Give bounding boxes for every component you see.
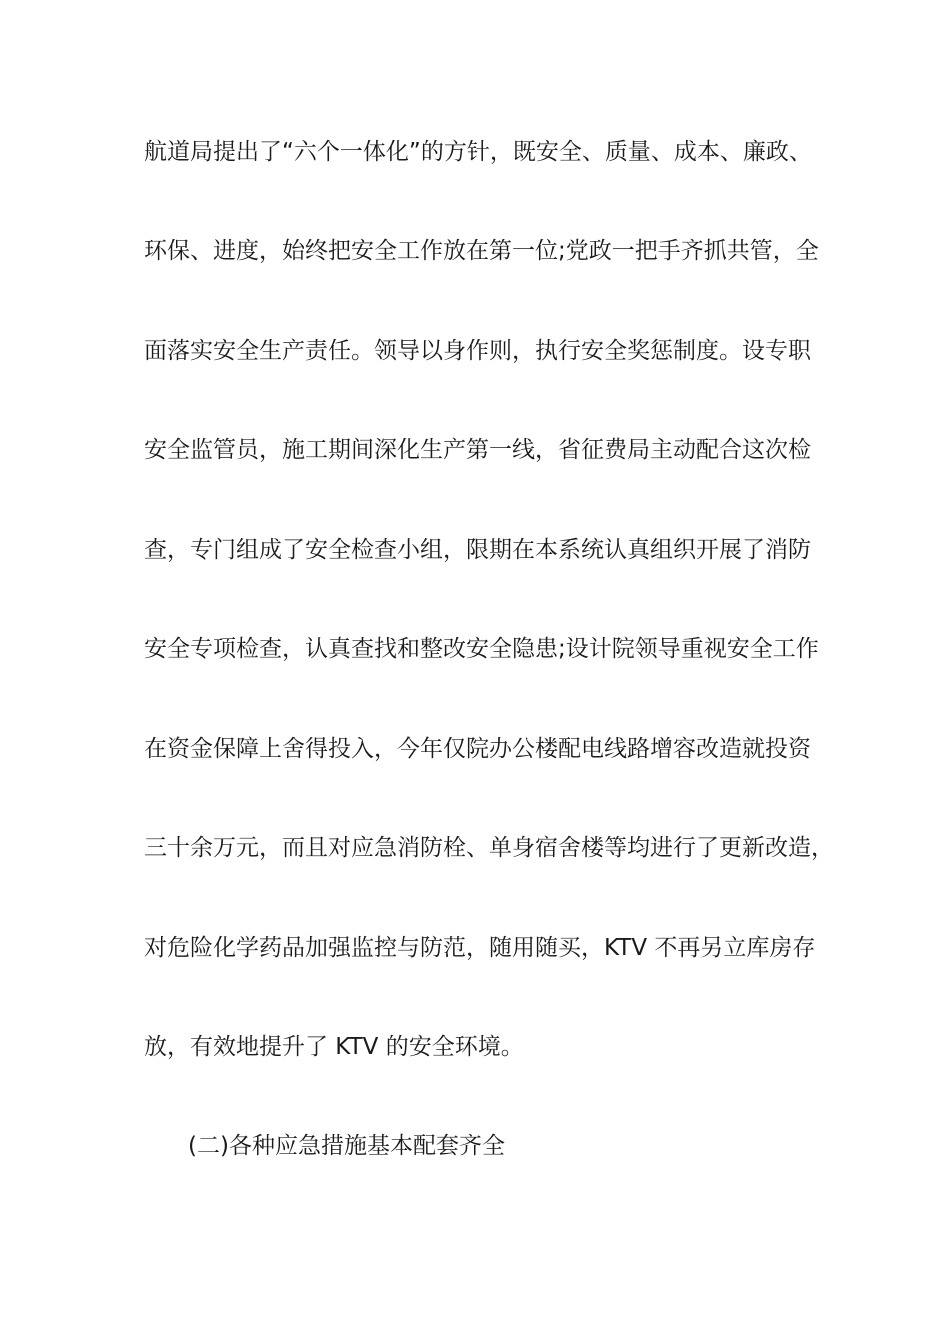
- paragraph-line-9: 对危险化学药品加强监控与防范，随用随买，KTV 不再另立库房存: [144, 935, 816, 961]
- paragraph-line-2: 环保、进度，始终把安全工作放在第一位;党政一把手齐抓共管，全: [144, 238, 819, 264]
- paragraph-line-7: 在资金保障上舍得投入，今年仅院办公楼配电线路增容改造就投资: [144, 736, 811, 762]
- paragraph-line-8: 三十余万元，而且对应急消防栓、单身宿舍楼等均进行了更新改造，: [144, 835, 834, 861]
- paragraph-line-3: 面落实安全生产责任。领导以身作则，执行安全奖惩制度。设专职: [144, 338, 811, 364]
- section-heading: (二)各种应急措施基本配套齐全: [188, 1133, 505, 1159]
- paragraph-line-6: 安全专项检查，认真查找和整改安全隐患;设计院领导重视安全工作: [144, 636, 819, 662]
- paragraph-line-5: 查，专门组成了安全检查小组，限期在本系统认真组织开展了消防: [144, 537, 811, 563]
- paragraph-line-1: 航道局提出了“六个一体化”的方针，既安全、质量、成本、廉政、: [144, 139, 812, 165]
- paragraph-line-4: 安全监管员，施工期间深化生产第一线，省征费局主动配合这次检: [144, 437, 811, 463]
- paragraph-line-10: 放，有效地提升了 KTV 的安全环境。: [144, 1034, 524, 1060]
